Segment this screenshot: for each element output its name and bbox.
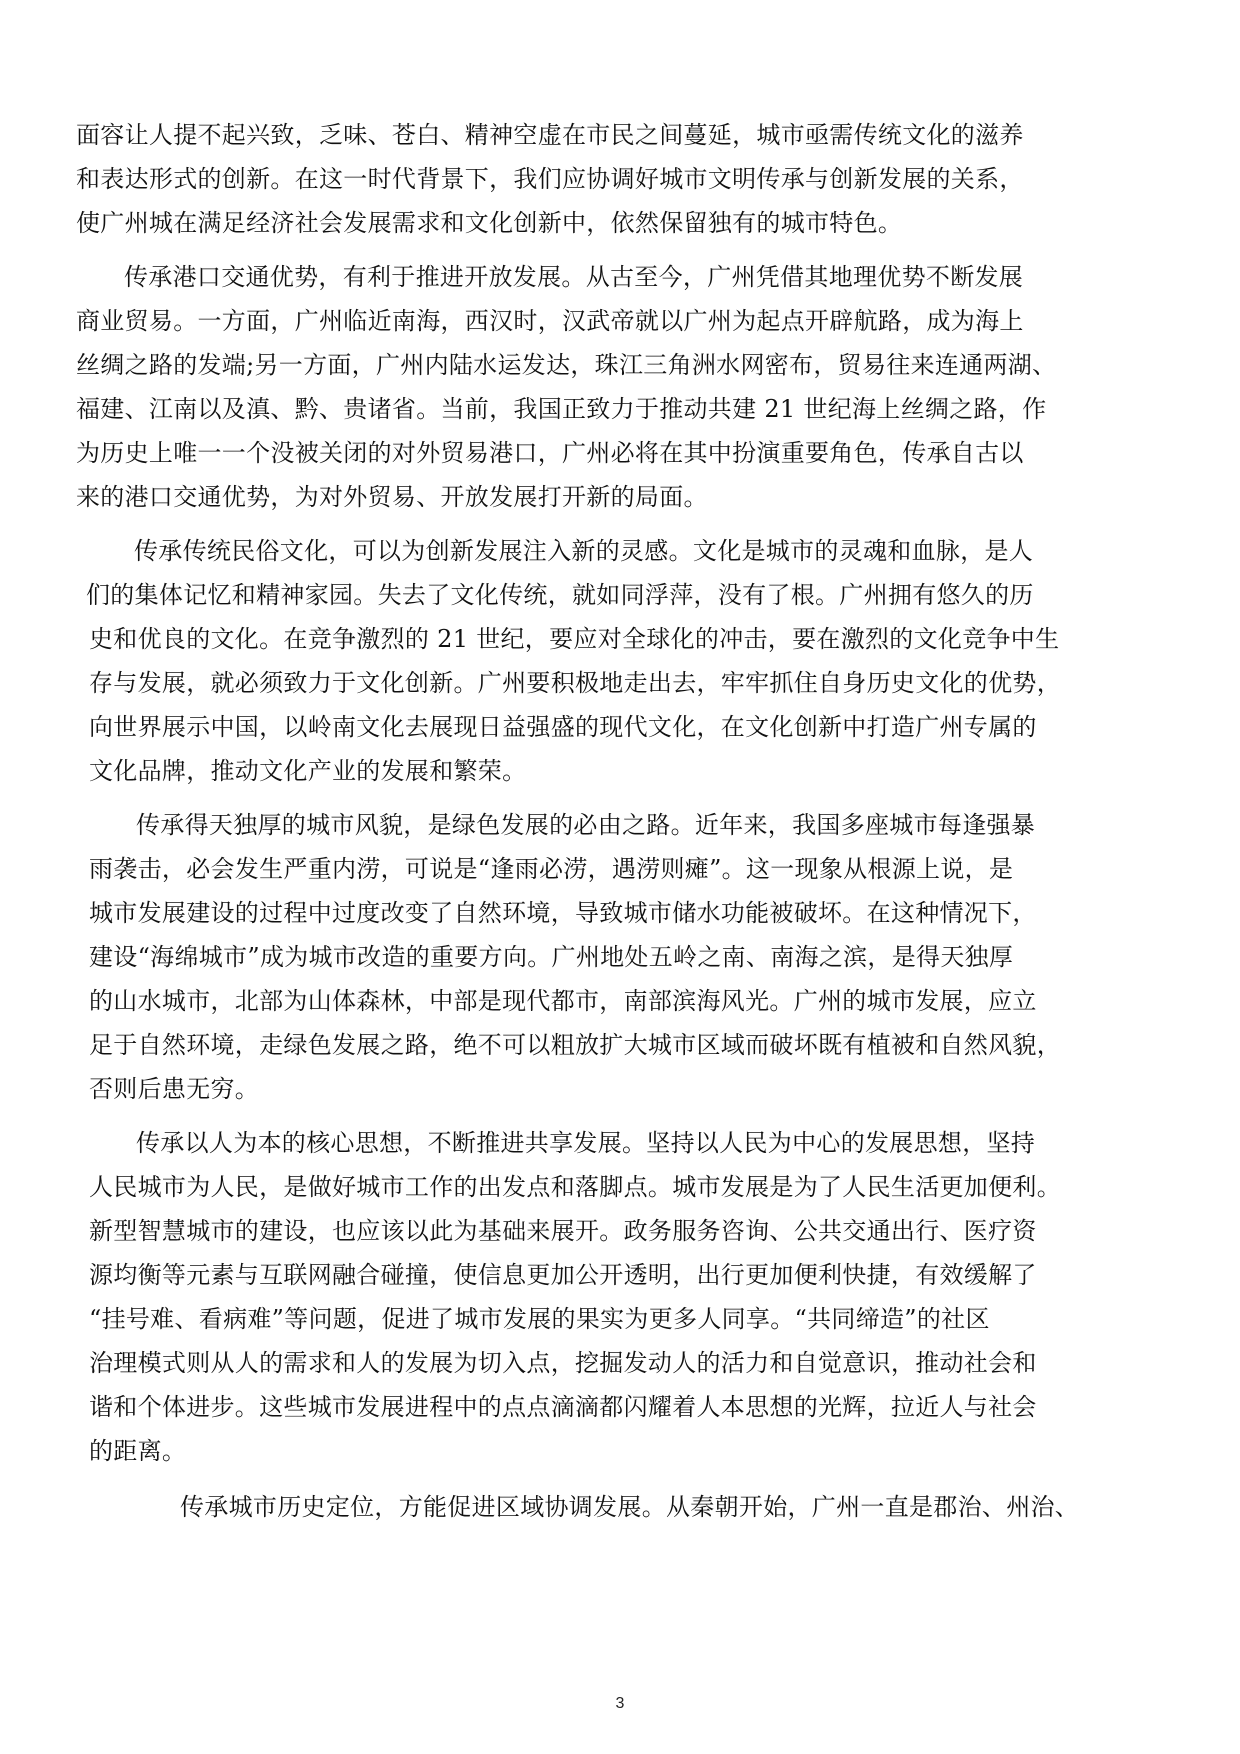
text-line: 面容让人提不起兴致，乏味、苍白、精神空虚在市民之间蔓延，城市亟需传统文化的滋养	[76, 121, 1024, 149]
text-line: 们的集体记忆和精神家园。失去了文化传统，就如同浮萍，没有了根。广州拥有悠久的历	[86, 581, 1034, 609]
paragraph-first-line: 传承以人为本的核心思想，不断推进共享发展。坚持以人民为中心的发展思想，坚持	[136, 1129, 1036, 1157]
text-line: 为历史上唯一一个没被关闭的对外贸易港口，广州必将在其中扮演重要角色，传承自古以	[76, 439, 1024, 467]
paragraph-first-line: 传承港口交通优势，有利于推进开放发展。从古至今，广州凭借其地理优势不断发展	[124, 263, 1024, 291]
text-line: 否则后患无穷。	[89, 1075, 260, 1103]
text-line: 使广州城在满足经济社会发展需求和文化创新中，依然保留独有的城市特色。	[76, 209, 903, 237]
paragraph-first-line: 传承得天独厚的城市风貌，是绿色发展的必由之路。近年来，我国多座城市每逢强暴	[136, 811, 1036, 839]
text-line: 新型智慧城市的建设，也应该以此为基础来展开。政务服务咨询、公共交通出行、医疗资	[89, 1217, 1037, 1245]
text-line: 文化品牌，推动文化产业的发展和繁荣。	[89, 757, 527, 785]
page-number: 3	[615, 1695, 625, 1712]
text-line: 治理模式则从人的需求和人的发展为切入点，挖掘发动人的活力和自觉意识，推动社会和	[89, 1349, 1037, 1377]
text-line: 来的港口交通优势，为对外贸易、开放发展打开新的局面。	[76, 483, 708, 511]
text-line: 雨袭击，必会发生严重内涝，可说是“逢雨必涝，遇涝则瘫”。这一现象从根源上说，是	[89, 855, 1014, 883]
text-line: 城市发展建设的过程中过度改变了自然环境，导致城市储水功能被破坏。在这种情况下，	[89, 899, 1037, 927]
text-line: 存与发展，就必须致力于文化创新。广州要积极地走出去，牢牢抓住自身历史文化的优势，	[89, 669, 1061, 697]
text-line: 的距离。	[89, 1437, 187, 1465]
paragraph-first-line: 传承传统民俗文化，可以为创新发展注入新的灵感。文化是城市的灵魂和血脉，是人	[134, 537, 1034, 565]
paragraph-first-line: 传承城市历史定位，方能促进区域协调发展。从秦朝开始，广州一直是郡治、州治、	[180, 1493, 1080, 1521]
text-line: 足于自然环境，走绿色发展之路，绝不可以粗放扩大城市区域而破坏既有植被和自然风貌，	[89, 1031, 1061, 1059]
text-line: 商业贸易。一方面，广州临近南海，西汉时，汉武帝就以广州为起点开辟航路，成为海上	[76, 307, 1024, 335]
text-line: 建设“海绵城市”成为城市改造的重要方向。广州地处五岭之南、南海之滨，是得天独厚	[89, 943, 1014, 971]
text-line: 源均衡等元素与互联网融合碰撞，使信息更加公开透明，出行更加便利快捷，有效缓解了	[89, 1261, 1037, 1289]
text-line: 和表达形式的创新。在这一时代背景下，我们应协调好城市文明传承与创新发展的关系，	[76, 165, 1024, 193]
text-line: 丝绸之路的发端;另一方面，广州内陆水运发达，珠江三角洲水网密布，贸易往来连通两湖、	[76, 351, 1057, 379]
text-line: 向世界展示中国，以岭南文化去展现日益强盛的现代文化，在文化创新中打造广州专属的	[89, 713, 1037, 741]
text-line: 的山水城市，北部为山体森林，中部是现代都市，南部滨海风光。广州的城市发展，应立	[89, 987, 1037, 1015]
text-line: 谐和个体进步。这些城市发展进程中的点点滴滴都闪耀着人本思想的光辉，拉近人与社会	[89, 1393, 1037, 1421]
text-line: 史和优良的文化。在竞争激烈的 21 世纪，要应对全球化的冲击，要在激烈的文化竞争中生	[89, 625, 1060, 653]
text-line: 人民城市为人民，是做好城市工作的出发点和落脚点。城市发展是为了人民生活更加便利。	[89, 1173, 1061, 1201]
text-line: “挂号难、看病难”等问题，促进了城市发展的果实为更多人同享。“共同缔造”的社区	[89, 1305, 990, 1333]
text-line: 福建、江南以及滇、黔、贵诸省。当前，我国正致力于推动共建 21 世纪海上丝绸之路，作	[76, 395, 1047, 423]
